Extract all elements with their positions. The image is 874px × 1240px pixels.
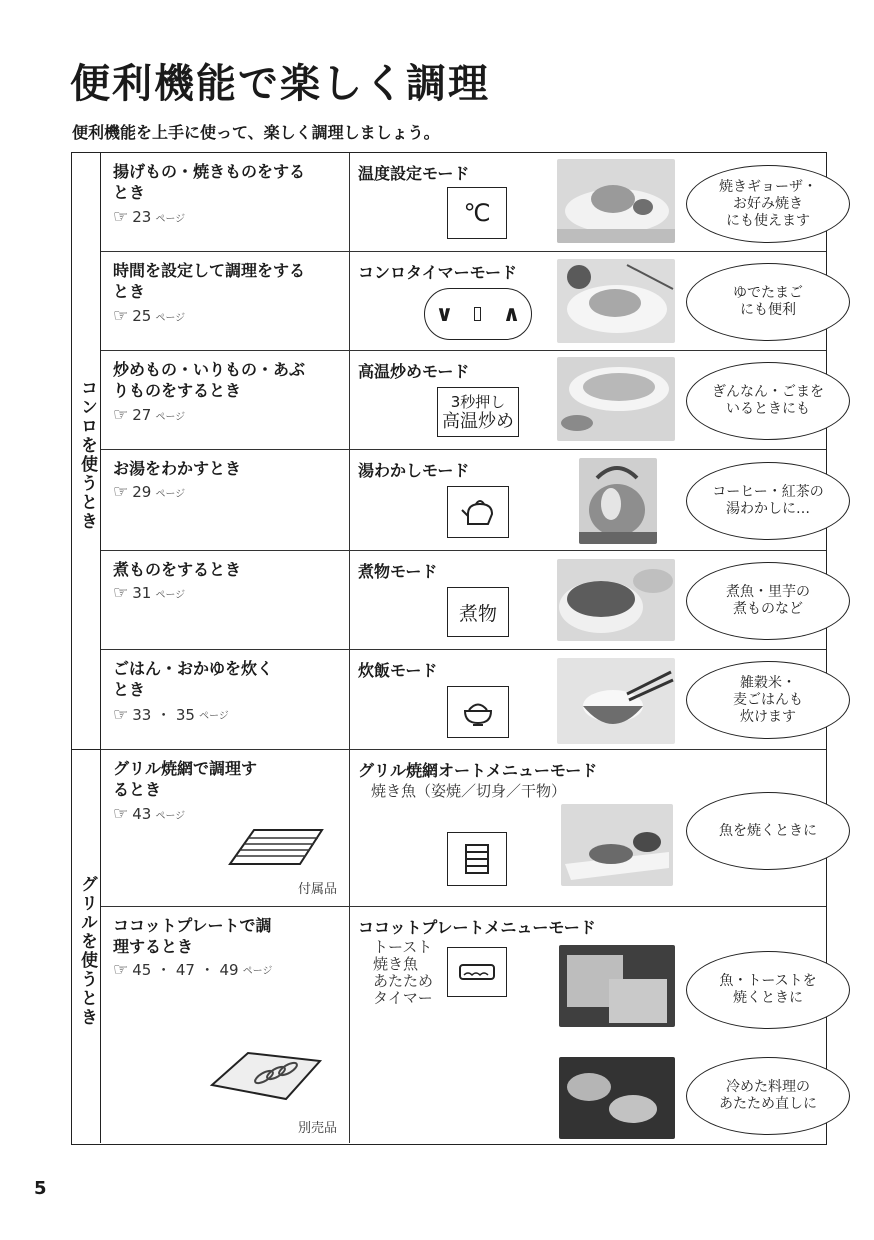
- food-photo: [557, 159, 675, 243]
- mode-list-item: 焼き魚: [373, 955, 419, 973]
- food-photo: [557, 357, 675, 441]
- table-row: [101, 252, 826, 351]
- table-row: [101, 351, 826, 450]
- cocotte-plate-illustration: [206, 1047, 326, 1107]
- tip-bubble: 雑穀米・ 麦ごはんも 炊けます: [686, 661, 850, 739]
- tip-bubble: 魚・トーストを 焼くときに: [686, 951, 850, 1029]
- tip-bubble: 冷めた料理の あたため直しに: [686, 1057, 850, 1135]
- timer-up-button[interactable]: ∧: [502, 301, 521, 327]
- pointing-hand-icon: ☞: [113, 207, 129, 227]
- mode-list-item: トースト: [373, 938, 433, 956]
- tip-bubble: ぎんなん・ごまを いるときにも: [686, 362, 850, 440]
- mode-name: 高温炒めモード: [358, 362, 470, 381]
- toast-photo: [559, 945, 675, 1027]
- table-row: [101, 750, 826, 907]
- kettle-photo: [579, 458, 657, 544]
- tip-bubble: ゆでたまご にも便利: [686, 263, 850, 341]
- mode-name: 炊飯モード: [358, 661, 438, 680]
- table-row: [101, 650, 826, 750]
- divider-icon: [474, 307, 481, 321]
- plate-button[interactable]: [447, 947, 507, 997]
- grill-net-illustration: [226, 824, 326, 872]
- kettle-button[interactable]: [447, 486, 509, 538]
- grill-icon: [462, 842, 492, 876]
- feature-table: [71, 152, 827, 1145]
- grill-button[interactable]: [447, 832, 507, 886]
- mode-name: 温度設定モード: [358, 164, 470, 183]
- food-photo: [557, 559, 675, 641]
- page-ref: ☞ 23 ページ: [113, 207, 186, 227]
- button-line-2: 高温炒め: [442, 411, 514, 432]
- pointing-hand-icon: ☞: [113, 583, 129, 603]
- pointing-hand-icon: ☞: [113, 804, 129, 824]
- mode-name: 湯わかしモード: [358, 461, 470, 480]
- table-row: [101, 907, 826, 1143]
- when-text: お湯をわかすとき: [113, 459, 242, 478]
- rice-photo: [557, 658, 675, 744]
- tip-bubble: コーヒー・紅茶の 湯わかしに…: [686, 462, 850, 540]
- when-text: 炒めもの・いりもの・あぶりものをするとき: [113, 360, 306, 400]
- mode-name: ココットプレートメニューモード: [358, 918, 596, 937]
- timer-down-button[interactable]: ∨: [435, 301, 454, 327]
- mode-name: グリル焼網オートメニューモード: [358, 761, 598, 780]
- page-title: 便利機能で楽しく調理: [70, 61, 490, 107]
- table-row: [101, 450, 826, 551]
- tip-bubble: 魚を焼くときに: [686, 792, 850, 870]
- page-number: 5: [34, 1178, 47, 1199]
- when-text: 煮ものをするとき: [113, 560, 242, 579]
- category-konro: コンロを使うとき: [72, 153, 101, 750]
- pointing-hand-icon: ☞: [113, 959, 129, 980]
- food-photo: [557, 259, 675, 343]
- table-row: [101, 551, 826, 650]
- page-ref: ☞ 25 ページ: [113, 306, 186, 326]
- tip-bubble: 煮魚・里芋の 煮ものなど: [686, 562, 850, 640]
- when-text: グリル焼網で調理するとき: [113, 759, 258, 799]
- accessory-label: 別売品: [298, 1121, 338, 1136]
- mode-list-item: あたため: [373, 972, 434, 990]
- temperature-button[interactable]: ℃: [447, 187, 507, 239]
- kettle-icon: [458, 496, 498, 528]
- button-line-1: 3秒押し: [450, 393, 506, 411]
- page-subtitle: 便利機能を上手に使って、楽しく調理しましょう。: [72, 123, 440, 142]
- simmer-button[interactable]: 煮物: [447, 587, 509, 637]
- when-text: ごはん・おかゆを炊くとき: [113, 659, 274, 699]
- timer-pill: [424, 288, 532, 340]
- page-ref: ☞ 45 ・ 47 ・ 49 ページ: [113, 959, 273, 980]
- high-temp-stir-button[interactable]: [437, 387, 519, 437]
- mode-list-item: タイマー: [373, 989, 433, 1007]
- mode-name: 煮物モード: [358, 562, 438, 581]
- page-ref: ☞ 33 ・ 35 ページ: [113, 704, 229, 725]
- page-ref: ☞ 31 ページ: [113, 583, 186, 603]
- fish-photo: [561, 804, 673, 886]
- when-text: ココットプレートで調理するとき: [113, 916, 272, 956]
- pointing-hand-icon: ☞: [113, 405, 129, 425]
- tip-bubble: 焼きギョーザ・ お好み焼き にも使えます: [686, 165, 850, 243]
- page-ref: ☞ 43 ページ: [113, 804, 186, 824]
- when-text: 揚げもの・焼きものをするとき: [113, 162, 306, 202]
- category-grill: グリルを使うとき: [72, 750, 101, 1143]
- rice-button[interactable]: [447, 686, 509, 738]
- plate-icon: [456, 961, 498, 983]
- page-ref: ☞ 27 ページ: [113, 405, 186, 425]
- rice-bowl-icon: [461, 697, 495, 727]
- accessory-label: 付属品: [298, 882, 338, 897]
- table-row: [101, 153, 826, 252]
- pointing-hand-icon: ☞: [113, 482, 129, 502]
- page-ref: ☞ 29 ページ: [113, 482, 186, 502]
- mode-list: [373, 939, 433, 1007]
- mode-subtitle: 焼き魚（姿焼／切身／干物）: [371, 782, 567, 800]
- when-text: 時間を設定して調理をするとき: [113, 261, 306, 301]
- pointing-hand-icon: ☞: [113, 704, 129, 725]
- pointing-hand-icon: ☞: [113, 306, 129, 326]
- mode-name: コンロタイマーモード: [358, 263, 518, 282]
- reheat-photo: [559, 1057, 675, 1139]
